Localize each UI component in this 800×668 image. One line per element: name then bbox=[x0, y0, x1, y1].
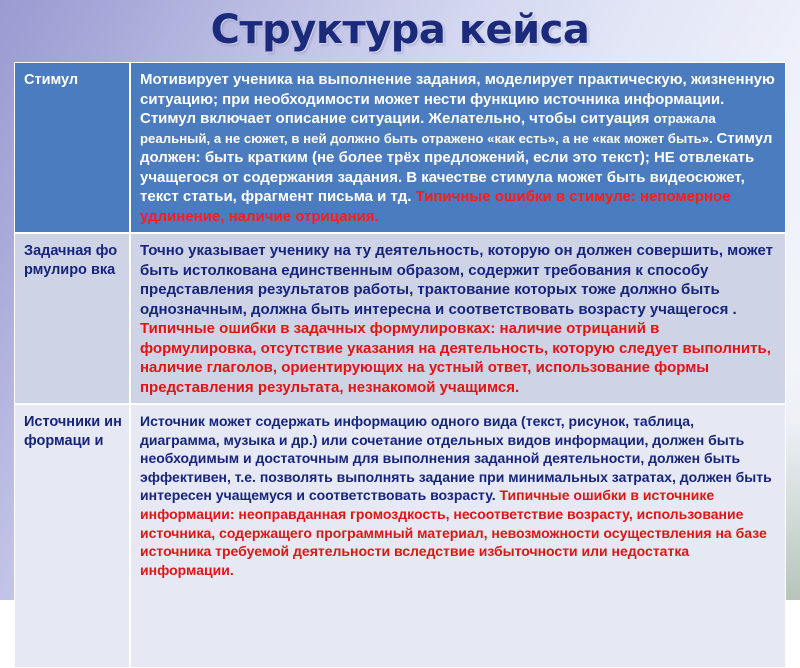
row-label-stimul: Стимул bbox=[14, 62, 130, 233]
task-text-part1: Точно указывает ученику на ту деятельность, которую он должен совершить, может быть истолкована единственным образом, содержит требования к способу представления результатов работы, трактование которых тоже должно быть однозначным, должна быть интересна и соответствовать возрасту учащегося . bbox=[140, 242, 773, 318]
case-structure-table bbox=[14, 62, 786, 668]
stimul-error-body: непомерное удлинение, наличие отрицания. bbox=[140, 188, 731, 225]
stimul-error-heading: Типичные ошибки в стимуле: bbox=[415, 188, 636, 205]
row-label-information-sources: Источники информаци и bbox=[14, 404, 130, 668]
row-label-task-formulation: Задачная формулиро вка bbox=[14, 233, 130, 404]
source-text-part1: Источник может содержать информацию одного вида (текст, рисунок, таблица, диаграмма, музыка и др.) или сочетание отдельных видов информации, должен быть необходимым и достаточным для выполнения заданной деятельности, должен быть эффективен, т.е. позволять выполнять задание при минимальных затратах, должен быть интересен учащемуся и соответствовать возрасту. bbox=[140, 413, 772, 504]
row-body-stimul bbox=[130, 62, 786, 233]
table-row bbox=[14, 404, 786, 668]
page-title: Структура кейса bbox=[210, 7, 590, 53]
task-error-body: наличие отрицаний в формулировка, отсутствие указания на деятельность, которую следует выполнить, наличие глаголов, ориентирующих на устный ответ, использование формы представления результата, незнакомой учащимся. bbox=[140, 320, 771, 396]
source-error-heading: Типичные ошибки в источнике информации: bbox=[140, 487, 715, 523]
stimul-text-part1: Мотивирует ученика на выполнение задания, моделирует практическую, жизненную ситуацию; при необходимости может нести функцию источника информации. Стимул включает описание ситуации. Желательно, чтобы ситуация bbox=[140, 71, 775, 127]
task-error-heading: Типичные ошибки в задачных формулировках: bbox=[140, 320, 496, 337]
row-body-information-sources bbox=[130, 404, 786, 668]
table-row bbox=[14, 233, 786, 404]
table-row bbox=[14, 62, 786, 233]
source-error-body: неоправданная громоздкость, несоответствие возрасту, использование источника, содержащего программный материал, невозможности осуществления на базе источника требуемой деятельности вследствие избыточности или недостатка информации. bbox=[140, 506, 767, 578]
stimul-text-small: отражала реальный, а не сюжет, в ней должно быть отражено «как есть», а не «как может быть». bbox=[140, 111, 717, 146]
title-area bbox=[0, 4, 800, 56]
stimul-text-part2: Стимул должен: быть кратким (не более трёх предложений, если это текст); НЕ отвлекать учащегося от содержания задания. В качестве стимула может быть видеосюжет, текст статьи, фрагмент письма и тд. bbox=[140, 129, 773, 205]
row-body-task-formulation bbox=[130, 233, 786, 404]
